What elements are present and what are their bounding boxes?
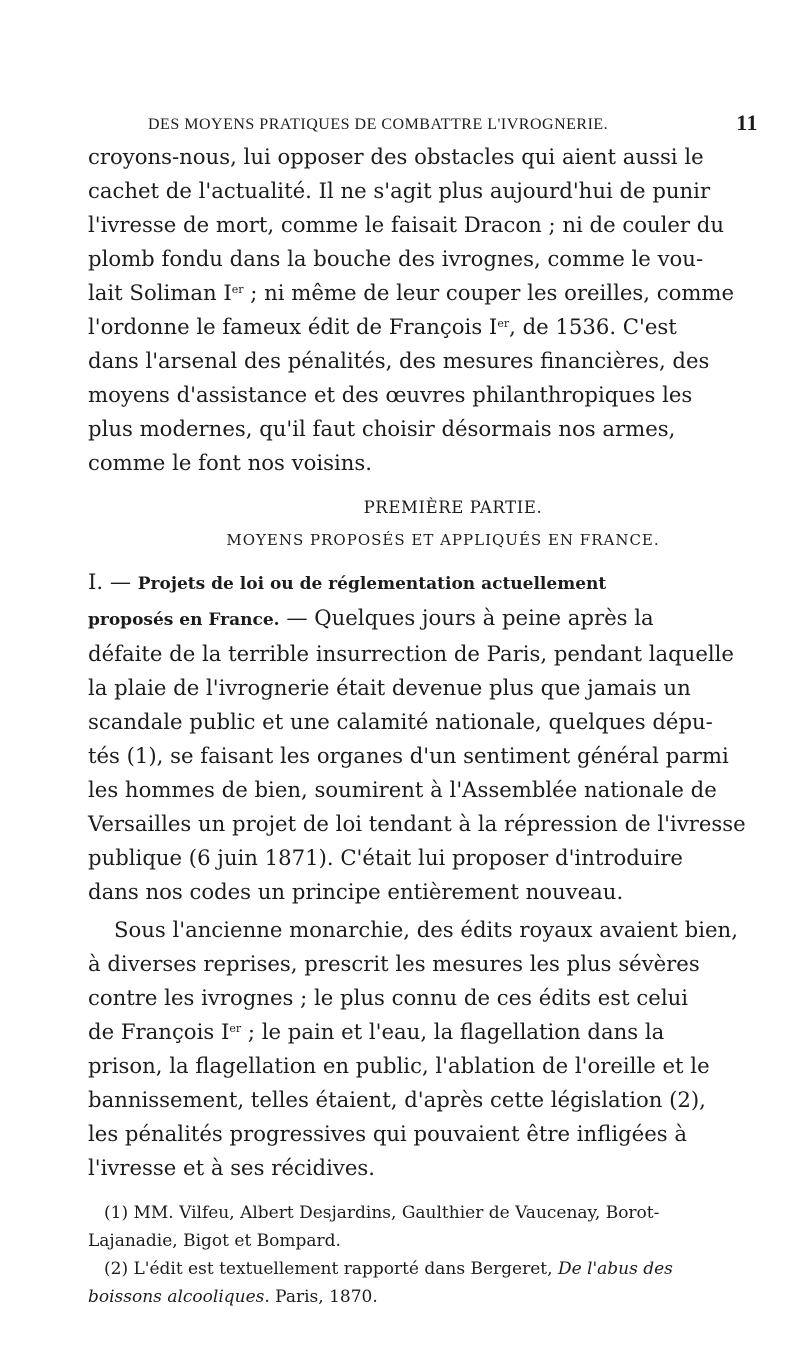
part-subtitle: MOYENS PROPOSÉS ET APPLIQUÉS EN FRANCE. xyxy=(226,531,660,549)
text-fragment: ; ni même de leur couper les oreilles, comme xyxy=(243,280,735,305)
text-line: bannissement, telles étaient, d'après cette législation (2), xyxy=(88,1087,706,1112)
text-line: l'ivresse et à ses récidives. xyxy=(88,1155,375,1180)
text-line: plus modernes, qu'il faut choisir désormais nos armes, xyxy=(88,416,676,441)
text-line: publique (6 juin 1871). C'était lui proposer d'introduire xyxy=(88,845,683,870)
text-fragment: l'ordonne le fameux édit de François I xyxy=(88,314,498,339)
text-line xyxy=(88,276,758,310)
running-title: DES MOYENS PRATIQUES DE COMBATTRE L'IVROGNERIE. xyxy=(148,116,609,133)
book-page xyxy=(88,108,758,1311)
part-title: PREMIÈRE PARTIE. xyxy=(363,498,543,517)
monarchy-paragraph xyxy=(88,913,758,1185)
superscript: er xyxy=(229,1022,242,1035)
section-one-paragraph xyxy=(88,565,758,909)
text-line: les pénalités progressives qui pouvaient être infligées à xyxy=(88,1121,687,1146)
text-line: à diverses reprises, prescrit les mesures les plus sévères xyxy=(88,951,700,976)
text-line xyxy=(88,1015,758,1049)
text-line: scandale public et une calamité nationale, quelques dépu- xyxy=(88,709,713,734)
footnotes xyxy=(88,1199,758,1311)
text-line: comme le font nos voisins. xyxy=(88,450,373,475)
text-line: cachet de l'actualité. Il ne s'agit plus aujourd'hui de punir xyxy=(88,178,711,203)
text-fragment: ; le pain et l'eau, la flagellation dans la xyxy=(241,1019,665,1044)
text-line: dans l'arsenal des pénalités, des mesures financières, des xyxy=(88,348,710,373)
text-fragment: (2) L'édit est textuellement rapporté dans Bergeret, xyxy=(104,1259,558,1279)
text-line: Versailles un projet de loi tendant à la répression de l'ivresse xyxy=(88,811,746,836)
text-line: moyens d'assistance et des œuvres philanthropiques les xyxy=(88,382,693,407)
running-head xyxy=(88,108,758,140)
text-line: l'ivresse de mort, comme le faisait Dracon ; ni de couler du xyxy=(88,212,725,237)
text-fragment: lait Soliman I xyxy=(88,280,232,305)
text-line: tés (1), se faisant les organes d'un sentiment général parmi xyxy=(88,743,729,768)
page-number: 11 xyxy=(736,110,758,135)
text-line xyxy=(88,310,758,344)
book-title: De l'abus des xyxy=(557,1259,673,1279)
text-line: la plaie de l'ivrognerie était devenue plus que jamais un xyxy=(88,675,691,700)
section-heading: proposés en France. xyxy=(88,610,280,630)
text-line xyxy=(88,565,758,601)
text-line: défaite de la terrible insurrection de Paris, pendant laquelle xyxy=(88,641,734,666)
superscript: er xyxy=(231,283,244,296)
text-line: prison, la flagellation en public, l'ablation de l'oreille et le xyxy=(88,1053,710,1078)
text-line: dans nos codes un principe entièrement nouveau. xyxy=(88,879,624,904)
intro-paragraph xyxy=(88,140,758,480)
text-line: plomb fondu dans la bouche des ivrognes, comme le vou- xyxy=(88,246,704,271)
text-line xyxy=(88,601,758,637)
footnote-2-continued xyxy=(88,1283,758,1311)
text-line: les hommes de bien, soumirent à l'Assemblée nationale de xyxy=(88,777,717,802)
text-fragment: — Quelques jours à peine après la xyxy=(279,605,654,630)
section-heading: Projets de loi ou de réglementation actuellement xyxy=(137,574,607,594)
text-fragment: de François I xyxy=(88,1019,230,1044)
text-line: contre les ivrognes ; le plus connu de ces édits est celui xyxy=(88,985,689,1010)
section-number: I. — xyxy=(88,569,138,594)
text-fragment: . Paris, 1870. xyxy=(264,1287,378,1307)
superscript: er xyxy=(497,317,510,330)
footnote-1: (1) MM. Vilfeu, Albert Desjardins, Gaulthier de Vaucenay, Borot- xyxy=(104,1203,660,1223)
footnote-2 xyxy=(88,1255,758,1283)
text-fragment: , de 1536. C'est xyxy=(509,314,677,339)
footnote-1-continued: Lajanadie, Bigot et Bompard. xyxy=(88,1231,341,1251)
book-title: boissons alcooliques xyxy=(88,1287,265,1307)
text-line: croyons-nous, lui opposer des obstacles qui aient aussi le xyxy=(88,144,704,169)
text-line: Sous l'ancienne monarchie, des édits royaux avaient bien, xyxy=(114,917,738,942)
